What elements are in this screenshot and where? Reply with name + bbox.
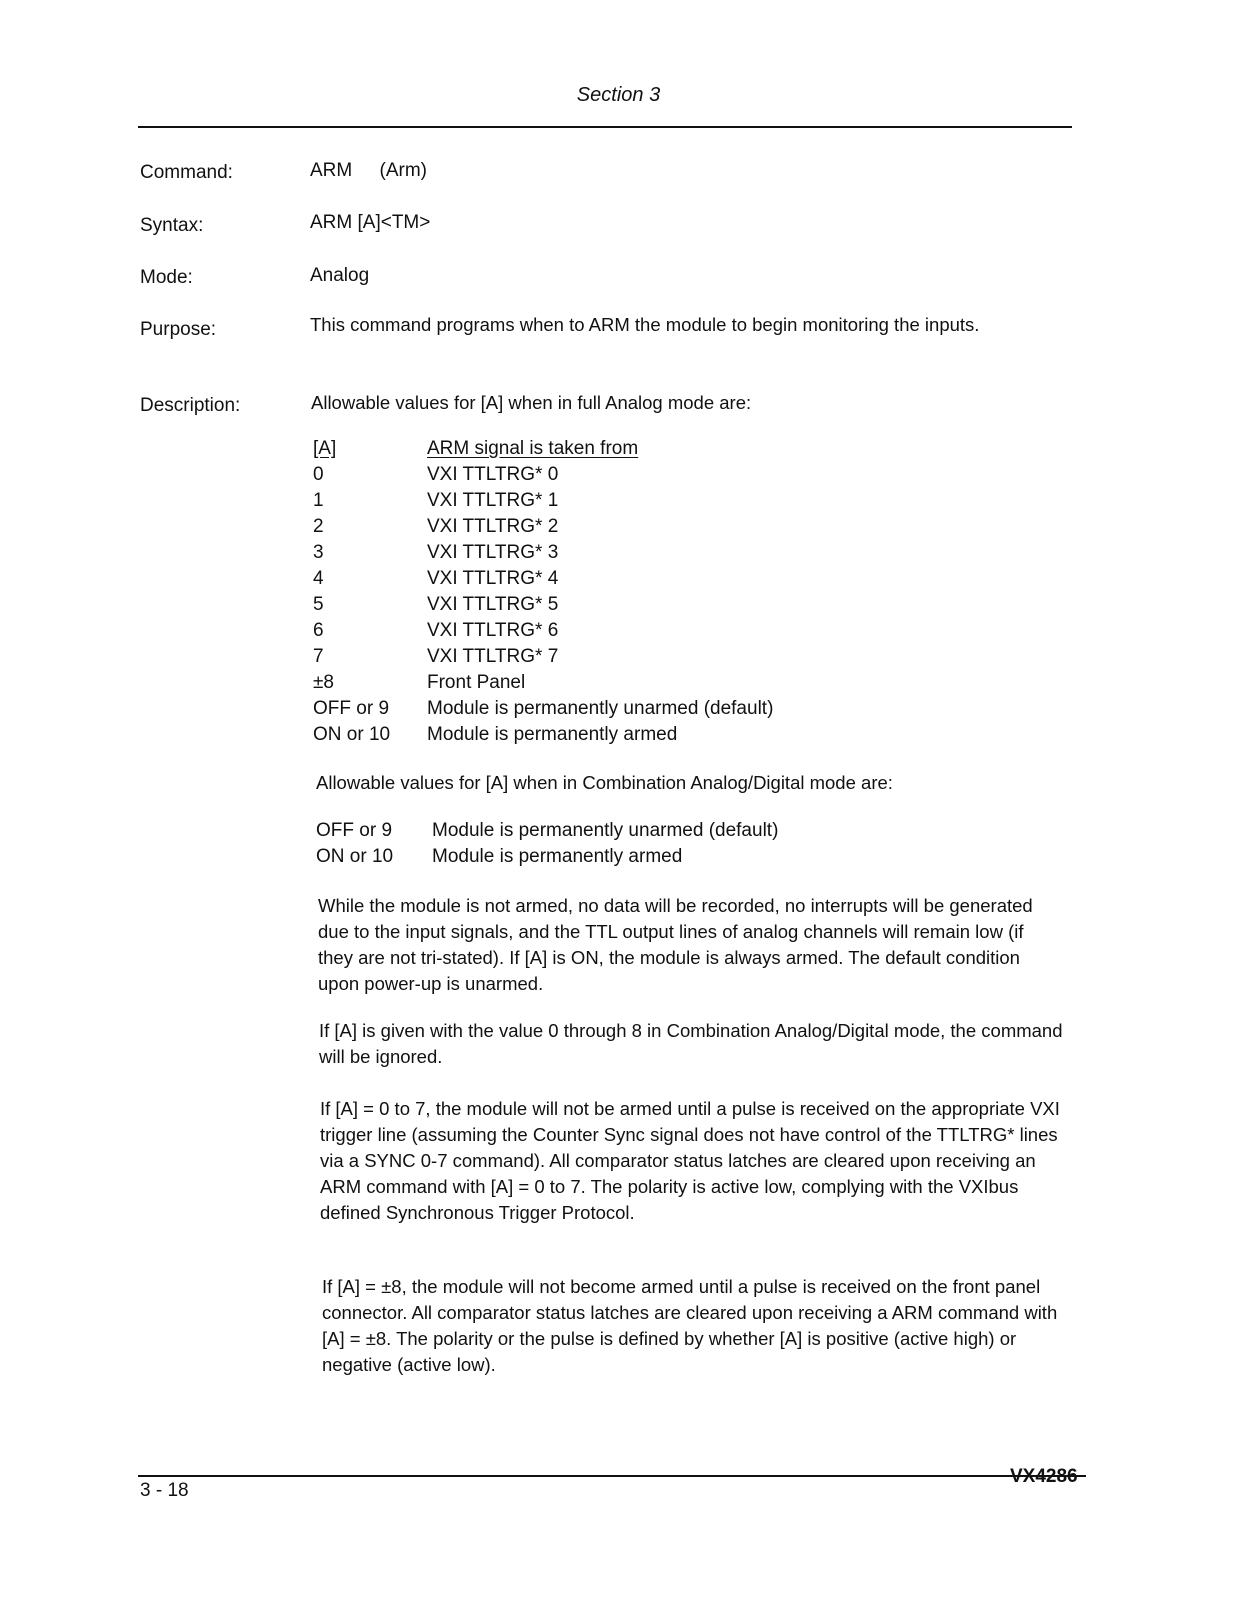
table-cell: 7 (313, 646, 324, 667)
table-cell: Front Panel (427, 672, 526, 693)
table-header-a: [A] (313, 438, 337, 459)
command-label: Command: (140, 162, 233, 183)
table-cell: VXI TTLTRG* 1 (427, 490, 559, 511)
page-number: 3 - 18 (140, 1480, 189, 1501)
table-cell: VXI TTLTRG* 4 (427, 568, 559, 589)
syntax-value: ARM [A]<TM> (310, 212, 431, 233)
combo-mode-values-table (316, 820, 916, 874)
table-cell: VXI TTLTRG* 5 (427, 594, 559, 615)
table-cell: VXI TTLTRG* 0 (427, 464, 559, 485)
table-cell: OFF or 9 (316, 820, 393, 841)
model-number: VX4286 (1010, 1466, 1078, 1487)
table-cell: VXI TTLTRG* 3 (427, 542, 559, 563)
table-cell: VXI TTLTRG* 7 (427, 646, 559, 667)
table-cell: Module is permanently armed (427, 724, 678, 745)
header-rule (138, 126, 1072, 128)
command-value (310, 160, 427, 182)
table-cell: 6 (313, 620, 324, 641)
paragraph-front-panel: If [A] = ±8, the module will not become armed until a pulse is received on the front panel connector. All comparator status latches are cleared upon receiving a ARM command with [A] = ±8. The polarity or the pulse is defined by whether [A] is positive (active high) or negative (active low). (322, 1276, 1058, 1375)
table-cell: Module is permanently unarmed (default) (432, 820, 779, 841)
command-name: (Arm) (379, 160, 427, 181)
footer-rule (138, 1475, 1086, 1477)
table-cell: 3 (313, 542, 324, 563)
paragraph-combo-ignored: If [A] is given with the value 0 through 8 in Combination Analog/Digital mode, the command will be ignored. (319, 1020, 1063, 1067)
table-cell: OFF or 9 (313, 698, 390, 719)
table-cell: 1 (313, 490, 324, 511)
mode-label: Mode: (140, 267, 193, 288)
table-cell: VXI TTLTRG* 2 (427, 516, 559, 537)
table-cell: 0 (313, 464, 324, 485)
table-cell: 2 (313, 516, 324, 537)
section-header: Section 3 (576, 84, 661, 106)
description-intro-combo: Allowable values for [A] when in Combination Analog/Digital mode are: (316, 772, 893, 793)
table-header-source: ARM signal is taken from (427, 438, 639, 459)
mode-value: Analog (310, 265, 370, 286)
table-cell: VXI TTLTRG* 6 (427, 620, 559, 641)
description-label: Description: (140, 395, 241, 416)
table-cell: ON or 10 (316, 846, 394, 867)
description-intro-full: Allowable values for [A] when in full Analog mode are: (311, 392, 752, 413)
table-cell: 4 (313, 568, 324, 589)
purpose-text: This command programs when to ARM the module to begin monitoring the inputs. (310, 314, 980, 335)
table-cell: Module is permanently armed (432, 846, 683, 867)
paragraph-trigger-line: If [A] = 0 to 7, the module will not be armed until a pulse is received on the appropriate VXI trigger line (assuming the Counter Sync signal does not have control of the TTLTRG* lines via a SYNC 0-7 command). All comparator status latches are cleared upon receiving an ARM command with [A] = 0 to 7. The polarity is active low, complying with the VXIbus defined Synchronous Trigger Protocol. (320, 1098, 1060, 1223)
command-keyword: ARM (310, 160, 353, 181)
paragraph-unarmed-behavior: While the module is not armed, no data will be recorded, no interrupts will be generated due to the input signals, and the TTL output lines of analog channels will remain low (if they are not tri-stated). If [A] is ON, the module is always armed. The default condition upon power-up is unarmed. (318, 895, 1033, 994)
table-cell: ±8 (313, 672, 334, 693)
syntax-label: Syntax: (140, 215, 204, 236)
purpose-label: Purpose: (140, 319, 217, 340)
table-cell: ON or 10 (313, 724, 391, 745)
table-cell: Module is permanently unarmed (default) (427, 698, 774, 719)
full-analog-values-table (313, 438, 913, 748)
table-cell: 5 (313, 594, 324, 615)
